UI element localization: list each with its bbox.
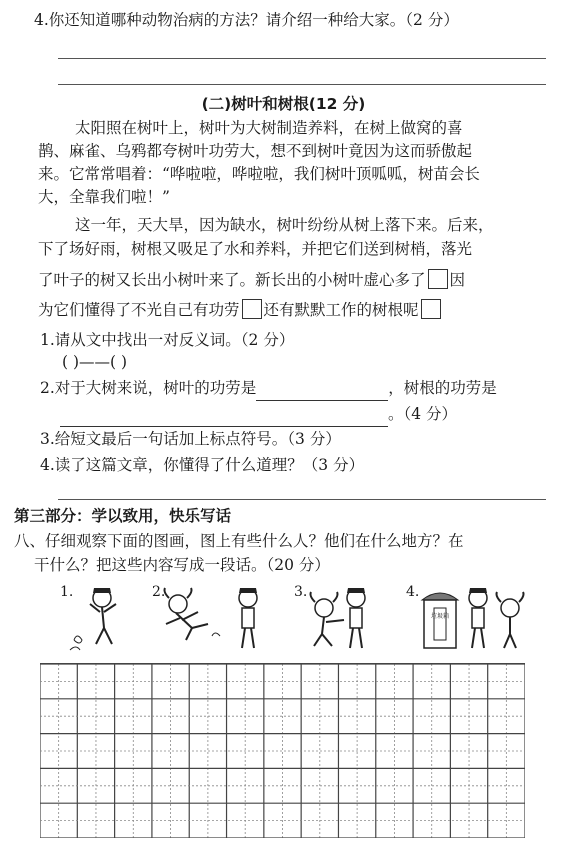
picture-2: 2. bbox=[152, 584, 272, 654]
question-4: 4.读了这篇文章，你懂得了什么道理？（3 分） bbox=[40, 456, 365, 474]
antonym-blanks[interactable]: ( )——( ) bbox=[62, 353, 128, 371]
children-at-trash-bin-icon bbox=[406, 584, 526, 654]
writing-grid[interactable] bbox=[40, 663, 525, 838]
passage-line: 这一年，天大旱，因为缺水，树叶纷纷从树上落下来。后来， bbox=[75, 216, 494, 234]
picture-4: 4. 垃圾箱 bbox=[406, 584, 526, 654]
question-2-cont: 。（4 分） bbox=[60, 404, 457, 427]
question-8: 八、仔细观察下面的图画，图上有些什么人？他们在什么地方？在 bbox=[14, 532, 464, 550]
punctuation-box[interactable] bbox=[428, 269, 448, 289]
trash-bin-label: 垃圾箱 bbox=[430, 613, 450, 620]
girl-slipping-icon bbox=[152, 584, 272, 654]
answer-line[interactable] bbox=[58, 499, 546, 500]
part-3-title: 第三部分：学以致用，快乐写话 bbox=[14, 507, 232, 525]
previous-question-4: 4.你还知道哪种动物治病的方法？请介绍一种给大家。（2 分） bbox=[34, 11, 459, 29]
question-1: 1.请从文中找出一对反义词。（2 分） bbox=[40, 331, 295, 349]
question-3: 3.给短文最后一句话加上标点符号。（3 分） bbox=[40, 430, 341, 448]
answer-blank[interactable] bbox=[256, 380, 388, 401]
question-8-cont: 干什么？把这些内容写成一段话。（20 分） bbox=[34, 556, 330, 574]
answer-line[interactable] bbox=[58, 84, 546, 85]
section-title: (二)树叶和树根(12 分) bbox=[201, 95, 366, 113]
punctuation-box[interactable] bbox=[242, 299, 262, 319]
answer-line[interactable] bbox=[58, 58, 546, 59]
boy-helping-girl-icon bbox=[294, 584, 394, 654]
writing-grid-lines bbox=[40, 664, 525, 838]
passage-line: 来。它常常唱着：“哗啦啦，哗啦啦，我们树叶顶呱呱，树苗会长 bbox=[38, 165, 480, 183]
passage-line: 了叶子的树又长出小树叶来了。新长出的小树叶虚心多了 因 bbox=[38, 271, 466, 289]
picture-1: 1. bbox=[60, 584, 150, 654]
question-2: 2.对于大树来说，树叶的功劳是 ，树根的功劳是 bbox=[40, 378, 497, 401]
boy-with-banana-peel-icon bbox=[60, 584, 150, 654]
punctuation-box[interactable] bbox=[421, 299, 441, 319]
passage-line: 鹊、麻雀、乌鸦都夸树叶功劳大，想不到树叶竟因为这而骄傲起 bbox=[38, 142, 473, 160]
picture-3: 3. bbox=[294, 584, 394, 654]
answer-blank[interactable] bbox=[60, 406, 388, 427]
passage-line: 为它们懂得了不光自己有功劳 还有默默工作的树根呢 bbox=[38, 299, 443, 320]
passage-line: 太阳照在树叶上，树叶为大树制造养料，在树上做窝的喜 bbox=[75, 119, 463, 137]
passage-line: 下了场好雨，树根又吸足了水和养料，并把它们送到树梢，落光 bbox=[38, 240, 473, 258]
passage-line: 大，全靠我们啦！” bbox=[38, 188, 170, 206]
